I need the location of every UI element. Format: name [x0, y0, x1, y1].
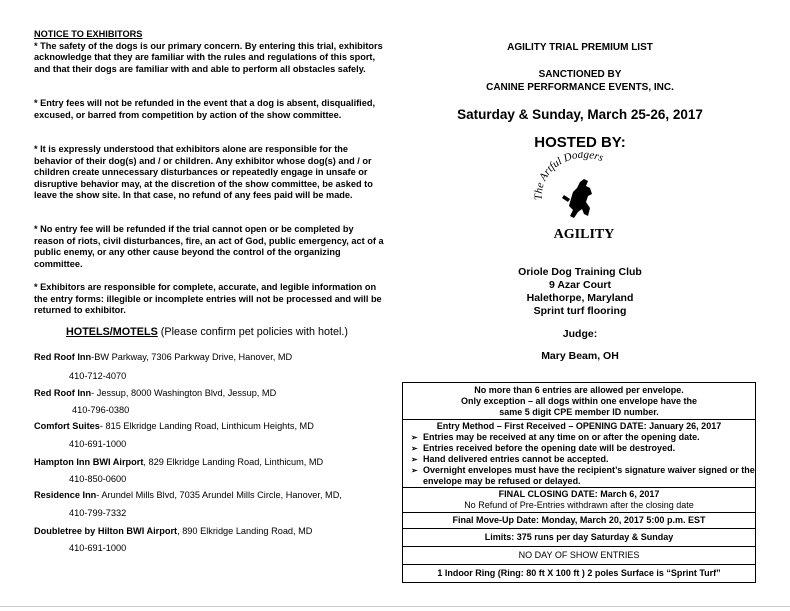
- notice-paragraph-cancel: * No entry fee will be refunded if the trial cannot open or be completed by reason of riots, civil disturbances, fire, an act of God, public emergency, act of a public enemy, or any other cause beyond the control of the organizing committee.: [34, 224, 384, 269]
- hotel-phone: 410-850-0600: [69, 474, 127, 484]
- entry-method-title: Entry Method – First Received – OPENING DATE: January 26, 2017: [436, 421, 722, 431]
- venue-surface: Sprint turf flooring: [533, 305, 627, 317]
- entry-method-list: [403, 432, 755, 487]
- move-up-date: Final Move-Up Date: Monday, March 20, 2017 5:00 p.m. EST: [403, 512, 755, 528]
- closing-info: [403, 487, 755, 512]
- trial-dates: Saturday & Sunday, March 25-26, 2017: [457, 107, 703, 122]
- sanctioned-by: SANCTIONED BY: [538, 69, 622, 80]
- hotel-entry: [34, 421, 314, 431]
- envelope-rules: [403, 383, 755, 419]
- no-day-of-show: NO DAY OF SHOW ENTRIES: [403, 546, 755, 564]
- entry-method: [403, 419, 755, 487]
- venue-city: Halethorpe, Maryland: [526, 292, 634, 304]
- club-name: Oriole Dog Training Club: [518, 266, 642, 278]
- logo-arc-text: The Artful Dodgers: [532, 152, 605, 201]
- hotel-phone: 410-799-7332: [69, 508, 127, 518]
- hotel-address: - Arundel Mills Blvd, 7035 Arundel Mills Circle, Hanover, MD,: [96, 490, 342, 500]
- entry-info-box: [402, 382, 756, 583]
- hotel-address: - Jessup, 8000 Washington Blvd, Jessup, MD: [91, 388, 277, 398]
- hotel-entry: [34, 526, 312, 536]
- premium-list-title: AGILITY TRIAL PREMIUM LIST: [507, 42, 653, 53]
- envelope-rule-line: same 5 digit CPE member ID number.: [499, 407, 659, 417]
- hotel-name: Comfort Suites: [34, 421, 100, 431]
- judge-name: Mary Beam, OH: [541, 350, 619, 362]
- envelope-rule-line: No more than 6 entries are allowed per envelope.: [474, 385, 684, 395]
- ring-info: 1 Indoor Ring (Ring: 80 ft X 100 ft ) 2 poles Surface is “Sprint Turf”: [403, 564, 755, 582]
- entry-method-item: ➢ Overnight envelopes must have the recipient’s signature waiver signed or the envelope may be refused or delayed.: [413, 465, 755, 487]
- logo-agility-text: AGILITY: [553, 227, 615, 242]
- envelope-rule-line: Only exception – all dogs within one envelope have the: [460, 396, 698, 406]
- hotel-entry: [34, 490, 342, 500]
- hotels-heading: [66, 326, 348, 338]
- hotel-address: - 815 Elkridge Landing Road, Linthicum Heights, MD: [99, 421, 314, 431]
- hotel-entry: [34, 388, 276, 398]
- entry-method-item: ➢ Hand delivered entries cannot be accepted.: [413, 454, 755, 465]
- hotel-name: Hampton Inn BWI Airport: [34, 457, 144, 467]
- hotel-address: , 890 Elkridge Landing Road, MD: [177, 526, 313, 536]
- run-limits: Limits: 375 runs per day Saturday & Sunday: [403, 528, 755, 546]
- hotel-phone: 410-712-4070: [69, 371, 127, 381]
- entry-method-item: ➢ Entries received before the opening date will be destroyed.: [413, 443, 755, 454]
- notice-paragraph-refund: * Entry fees will not be refunded in the event that a dog is absent, disqualified, excused, or barred from competition by action of the show committee.: [34, 98, 376, 120]
- dog-silhouette-icon: [528, 152, 638, 242]
- hotel-name: Red Roof Inn: [34, 388, 92, 398]
- hotel-address: , 829 Elkridge Landing Road, Linthicum, MD: [143, 457, 324, 467]
- notice-section: [34, 29, 384, 75]
- hotel-name: Doubletree by Hilton BWI Airport: [34, 526, 178, 536]
- club-logo: [528, 152, 638, 242]
- notice-paragraph-safety: * The safety of the dogs is our primary concern. By entering this trial, exhibitors acknowledge that they are familiar with the rules and regulations of this sport, and that their dogs are familiar with and able to perform all obstacles safely.: [34, 40, 383, 74]
- no-refund-note: No Refund of Pre-Entries withdrawn after the closing date: [464, 500, 694, 510]
- svg-text:The Artful Dodgers: [533, 152, 605, 200]
- hotel-entry: [34, 352, 292, 362]
- hotel-address: -BW Parkway, 7306 Parkway Drive, Hanover, MD: [91, 352, 293, 362]
- hosted-by: HOSTED BY:: [534, 134, 626, 151]
- hotel-name: Residence Inn: [34, 490, 97, 500]
- hotels-title: HOTELS/MOTELS: [66, 326, 158, 338]
- judge-label: Judge:: [562, 328, 598, 340]
- hotel-phone: 410-691-1000: [69, 439, 127, 449]
- page-divider: [0, 606, 790, 607]
- hotel-name: Red Roof Inn: [34, 352, 92, 362]
- hotel-entry: [34, 457, 323, 467]
- notice-paragraph-behavior: * It is expressly understood that exhibitors alone are responsible for the behavior of their dog(s) and / or children. Any exhibitor whose dog(s) and / or children create unnecessary disturbances or repeatedly engage in unsafe or disruptive behavior may, at the discretion of the show committee, be asked to leave the show site. In that case, no refund of any fees paid will be made.: [34, 144, 373, 201]
- venue-street: 9 Azar Court: [548, 279, 612, 291]
- notice-paragraph-entries: * Exhibitors are responsible for complete, accurate, and legible information on the entry forms: illegible or incomplete entries will not be processed and will be returned to exhibitor.: [34, 282, 382, 316]
- sanctioning-body: CANINE PERFORMANCE EVENTS, INC.: [486, 82, 674, 93]
- hotels-note: (Please confirm pet policies with hotel.): [157, 326, 349, 338]
- hotel-phone: 410-796-0380: [72, 405, 130, 415]
- entry-method-item: ➢ Entries may be received at any time on or after the opening date.: [413, 432, 755, 443]
- hotel-phone: 410-691-1000: [69, 543, 127, 553]
- notice-title: NOTICE TO EXHIBITORS: [34, 29, 143, 39]
- closing-date: FINAL CLOSING DATE: March 6, 2017: [498, 489, 660, 499]
